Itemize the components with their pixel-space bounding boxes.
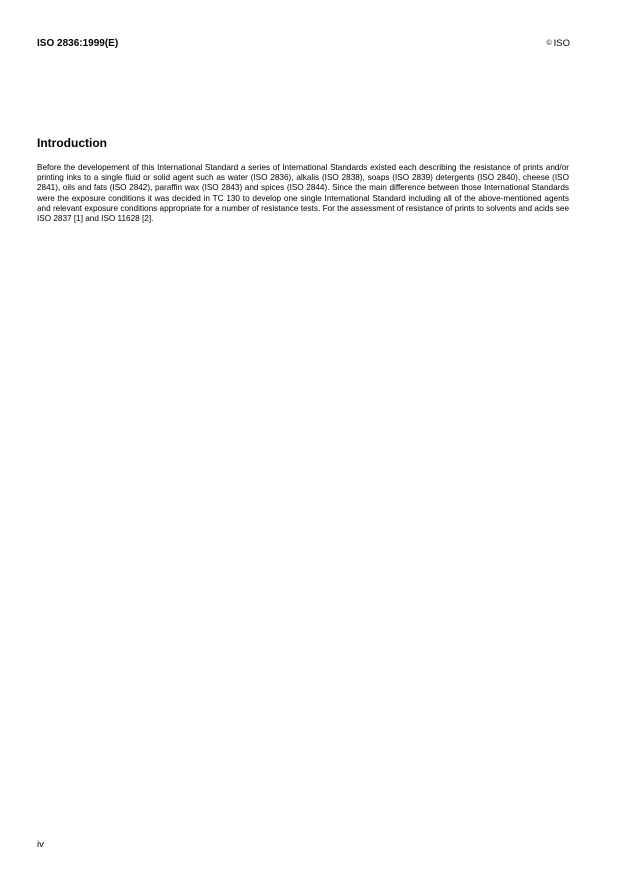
document-identifier: ISO 2836:1999(E) [37,38,119,49]
section-title-introduction: Introduction [37,136,107,150]
copyright-symbol: © [546,40,552,47]
copyright-notice [546,38,570,51]
page-number: iv [37,839,44,850]
copyright-owner: ISO [553,38,570,49]
introduction-paragraph: Before the developement of this International Standard a series of International Standards existed each describing the resistance of prints and/or printing inks to a single fluid or solid agent such as water (ISO 2836), alkalis (ISO 2838), soaps (ISO 2839) detergents (ISO 2840), cheese (ISO 2841), oils and fats (ISO 2842), paraffin wax (ISO 2843) and spices (ISO 2844). Since the main difference between those International Standards were the exposure conditions it was decided in TC 130 to develop one single International Standard including all of the above-mentioned agents and relevant exposure conditions appropriate for a number of resistance tests. For the assessment of resistance of prints to solvents and acids see ISO 2837 [1] and ISO 11628 [2]. [37,163,569,224]
